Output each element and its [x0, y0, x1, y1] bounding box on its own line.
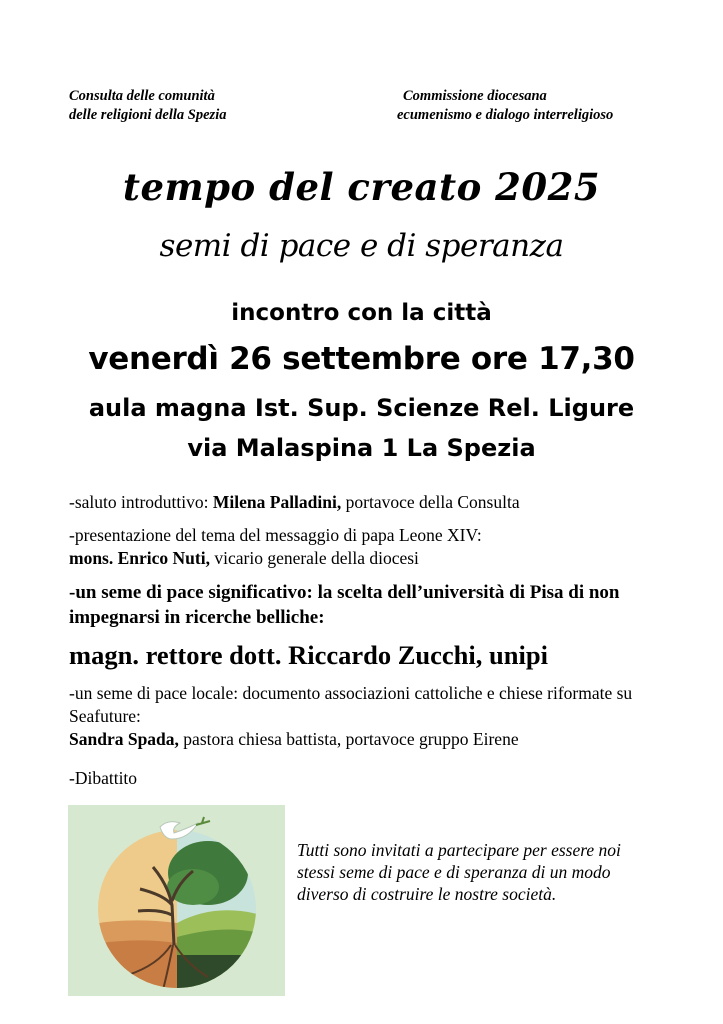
presentation-topic: -presentazione del tema del messaggio di papa Leone XIV:	[69, 525, 482, 545]
event-date: venerdì 26 settembre ore 17,30	[88, 341, 635, 377]
event-line1: incontro con la città	[231, 300, 492, 326]
closing-invitation: Tutti sono invitati a partecipare per essere noi stessi seme di pace e di speranza di un modo diverso di costruire le nostre società.	[297, 840, 621, 904]
header-left	[69, 87, 226, 125]
program-item-rector: magn. rettore dott. Riccardo Zucchi, unipi	[69, 640, 548, 670]
program-item-debate: -Dibattito	[69, 768, 138, 788]
greeting-role: portavoce della Consulta	[341, 492, 520, 512]
program-item-local	[69, 682, 669, 751]
presentation-role: vicario generale della diocesi	[209, 548, 419, 568]
program-item-presentation	[69, 524, 669, 570]
program-item-university: -un seme di pace significativo: la scelta dell’università di Pisa di non impegnarsi in ricerche belliche:	[69, 582, 620, 628]
page-subtitle: semi di pace e di speranza	[159, 228, 564, 264]
header-right	[397, 87, 613, 125]
page-title: tempo del creato 2025	[122, 165, 601, 209]
program-item-greeting	[69, 491, 669, 514]
local-role: pastora chiesa battista, portavoce gruppo Eirene	[178, 729, 519, 749]
header-left-line2: delle religioni della Spezia	[69, 107, 227, 123]
presentation-speaker: mons. Enrico Nuti,	[69, 548, 210, 568]
header-left-line1: Consulta delle comunità	[69, 88, 215, 104]
greeting-speaker: Milena Palladini,	[212, 492, 342, 512]
local-topic: -un seme di pace locale: documento associazioni cattoliche e chiese riformate su Seafuture:	[69, 683, 633, 726]
tree-dove-logo	[68, 805, 285, 996]
header-right-line1: Commissione diocesana	[403, 88, 547, 104]
header-right-line2: ecumenismo e dialogo interreligioso	[397, 107, 614, 123]
event-venue: aula magna Ist. Sup. Scienze Rel. Ligure	[88, 394, 635, 422]
local-speaker: Sandra Spada,	[69, 729, 179, 749]
event-address: via Malaspina 1 La Spezia	[187, 434, 536, 462]
greeting-prefix: -saluto introduttivo:	[69, 492, 213, 512]
